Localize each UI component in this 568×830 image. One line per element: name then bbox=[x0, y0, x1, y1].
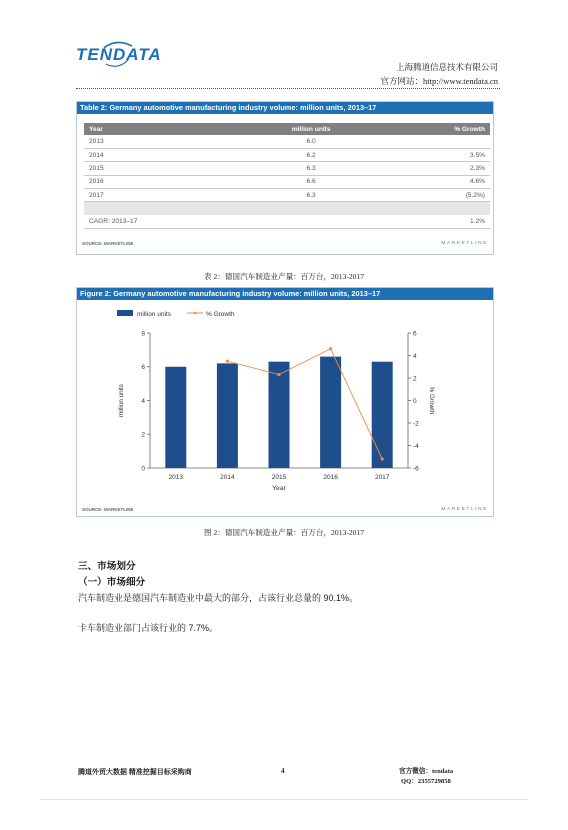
table-brand: MARKETLINE bbox=[441, 241, 488, 246]
table-cagr-row bbox=[84, 215, 490, 228]
bar-units bbox=[217, 363, 238, 468]
cell-growth: 2.3% bbox=[378, 162, 490, 175]
cell-units: 6.3 bbox=[244, 189, 378, 202]
bar-units bbox=[372, 362, 393, 468]
paragraph-auto: 汽车制造业是德国汽车制造业中最大的部分，占该行业总量的 90.1%。 bbox=[78, 593, 359, 603]
x-axis-label: Year bbox=[272, 485, 286, 492]
y-axis-label-right: % Growth bbox=[428, 386, 435, 415]
x-tick-label: 2013 bbox=[168, 474, 184, 481]
header-divider bbox=[76, 88, 500, 89]
table-row bbox=[84, 135, 490, 148]
y-tick-label-left: 6 bbox=[141, 364, 145, 372]
cell-year: 2015 bbox=[84, 162, 244, 175]
legend-label-growth: % Growth bbox=[206, 311, 235, 318]
logo-text: TENDATA bbox=[76, 45, 162, 64]
figure-source: SOURCE: MARKETLINE bbox=[82, 507, 134, 512]
company-name: 上海腾道信息技术有限公司 bbox=[395, 62, 498, 72]
footer-divider bbox=[40, 799, 528, 800]
column-header-growth: % Growth bbox=[378, 123, 490, 135]
data-table bbox=[84, 123, 490, 229]
table-spacer-row bbox=[84, 202, 490, 215]
section-heading: 三、市场划分 bbox=[78, 561, 136, 572]
y-tick-label-left: 2 bbox=[141, 431, 145, 439]
table-2-panel bbox=[76, 101, 494, 255]
figure-brand: MARKETLINE bbox=[441, 507, 488, 512]
figure-2-panel bbox=[76, 287, 494, 517]
y-tick-label-right: -2 bbox=[413, 420, 419, 428]
cell-year: 2016 bbox=[84, 175, 244, 188]
x-tick-label: 2016 bbox=[323, 474, 338, 481]
cell-units: 6.0 bbox=[244, 135, 378, 148]
cell-growth: 4.6% bbox=[378, 175, 490, 188]
bar-units bbox=[165, 367, 186, 468]
bar-units bbox=[320, 357, 341, 468]
column-header-units: million units bbox=[244, 123, 378, 135]
table-header-row bbox=[84, 123, 490, 135]
tendata-logo bbox=[76, 40, 162, 70]
paragraph-truck: 卡车制造业部门占该行业的 7.7%。 bbox=[78, 623, 219, 633]
y-tick-label-right: -4 bbox=[413, 442, 419, 450]
cell-year: 2013 bbox=[84, 135, 244, 148]
y-tick-label-left: 0 bbox=[141, 465, 145, 473]
legend-marker-growth bbox=[194, 312, 197, 315]
bar-units bbox=[269, 362, 290, 468]
y-axis-label-left: million units bbox=[118, 384, 125, 417]
figure-2-title: Figure 2: Germany automotive manufacturing industry volume: million units, 2013–17 bbox=[77, 288, 493, 300]
cell-cagr-label: CAGR: 2013–17 bbox=[84, 215, 244, 228]
y-tick-label-right: 6 bbox=[413, 330, 417, 338]
y-tick-label-left: 8 bbox=[141, 330, 145, 338]
point-growth bbox=[226, 360, 229, 363]
point-growth bbox=[381, 457, 384, 460]
cell-growth: (5.2%) bbox=[378, 189, 490, 202]
x-tick-label: 2017 bbox=[374, 474, 390, 481]
x-tick-label: 2014 bbox=[220, 474, 235, 481]
combo-chart bbox=[77, 300, 493, 500]
footer-qq: QQ：2355729858 bbox=[401, 778, 451, 785]
cell-cagr-value: 1.2% bbox=[378, 215, 490, 228]
company-website: 官方网站：http://www.tendata.cn bbox=[380, 76, 498, 86]
table-2-title: Table 2: Germany automotive manufacturing industry volume: million units, 2013–17 bbox=[77, 102, 493, 114]
cell-year: 2017 bbox=[84, 189, 244, 202]
table-row bbox=[84, 175, 490, 188]
table-row bbox=[84, 162, 490, 175]
cell-growth: 3.5% bbox=[378, 148, 490, 161]
line-growth bbox=[227, 349, 382, 459]
cell-units: 6.2 bbox=[244, 148, 378, 161]
legend-label-units: million units bbox=[137, 311, 171, 318]
y-tick-label-right: 2 bbox=[413, 375, 417, 383]
company-info bbox=[381, 60, 499, 88]
footer-contact bbox=[399, 767, 453, 787]
table-row bbox=[84, 189, 490, 202]
table-2-caption: 表 2：德国汽车制造业产量：百万台，2013-2017 bbox=[203, 272, 365, 281]
y-tick-label-left: 4 bbox=[141, 397, 145, 405]
footer-wechat: 官方微信：tendata bbox=[399, 768, 454, 775]
cell-units: 6.3 bbox=[244, 162, 378, 175]
y-tick-label-right: -6 bbox=[413, 465, 419, 473]
table-row bbox=[84, 148, 490, 161]
figure-2-caption: 图 2：德国汽车制造业产量：百万台，2013-2017 bbox=[203, 528, 365, 537]
column-header-year: Year bbox=[84, 123, 244, 135]
point-growth bbox=[329, 347, 332, 350]
page-number: 4 bbox=[281, 767, 285, 775]
cell-growth bbox=[378, 135, 490, 148]
x-tick-label: 2015 bbox=[271, 474, 287, 481]
table-source: SOURCE: MARKETLINE bbox=[82, 241, 134, 246]
point-growth bbox=[277, 373, 280, 376]
y-tick-label-right: 4 bbox=[413, 352, 417, 360]
section-subheading: （一）市场细分 bbox=[78, 577, 146, 588]
footer-slogan: 腾道外贸大数据 精准挖掘目标采购商 bbox=[78, 768, 192, 776]
cell-year: 2014 bbox=[84, 148, 244, 161]
y-tick-label-right: 0 bbox=[413, 397, 417, 405]
legend-swatch-units bbox=[117, 310, 133, 316]
cell-units: 6.6 bbox=[244, 175, 378, 188]
